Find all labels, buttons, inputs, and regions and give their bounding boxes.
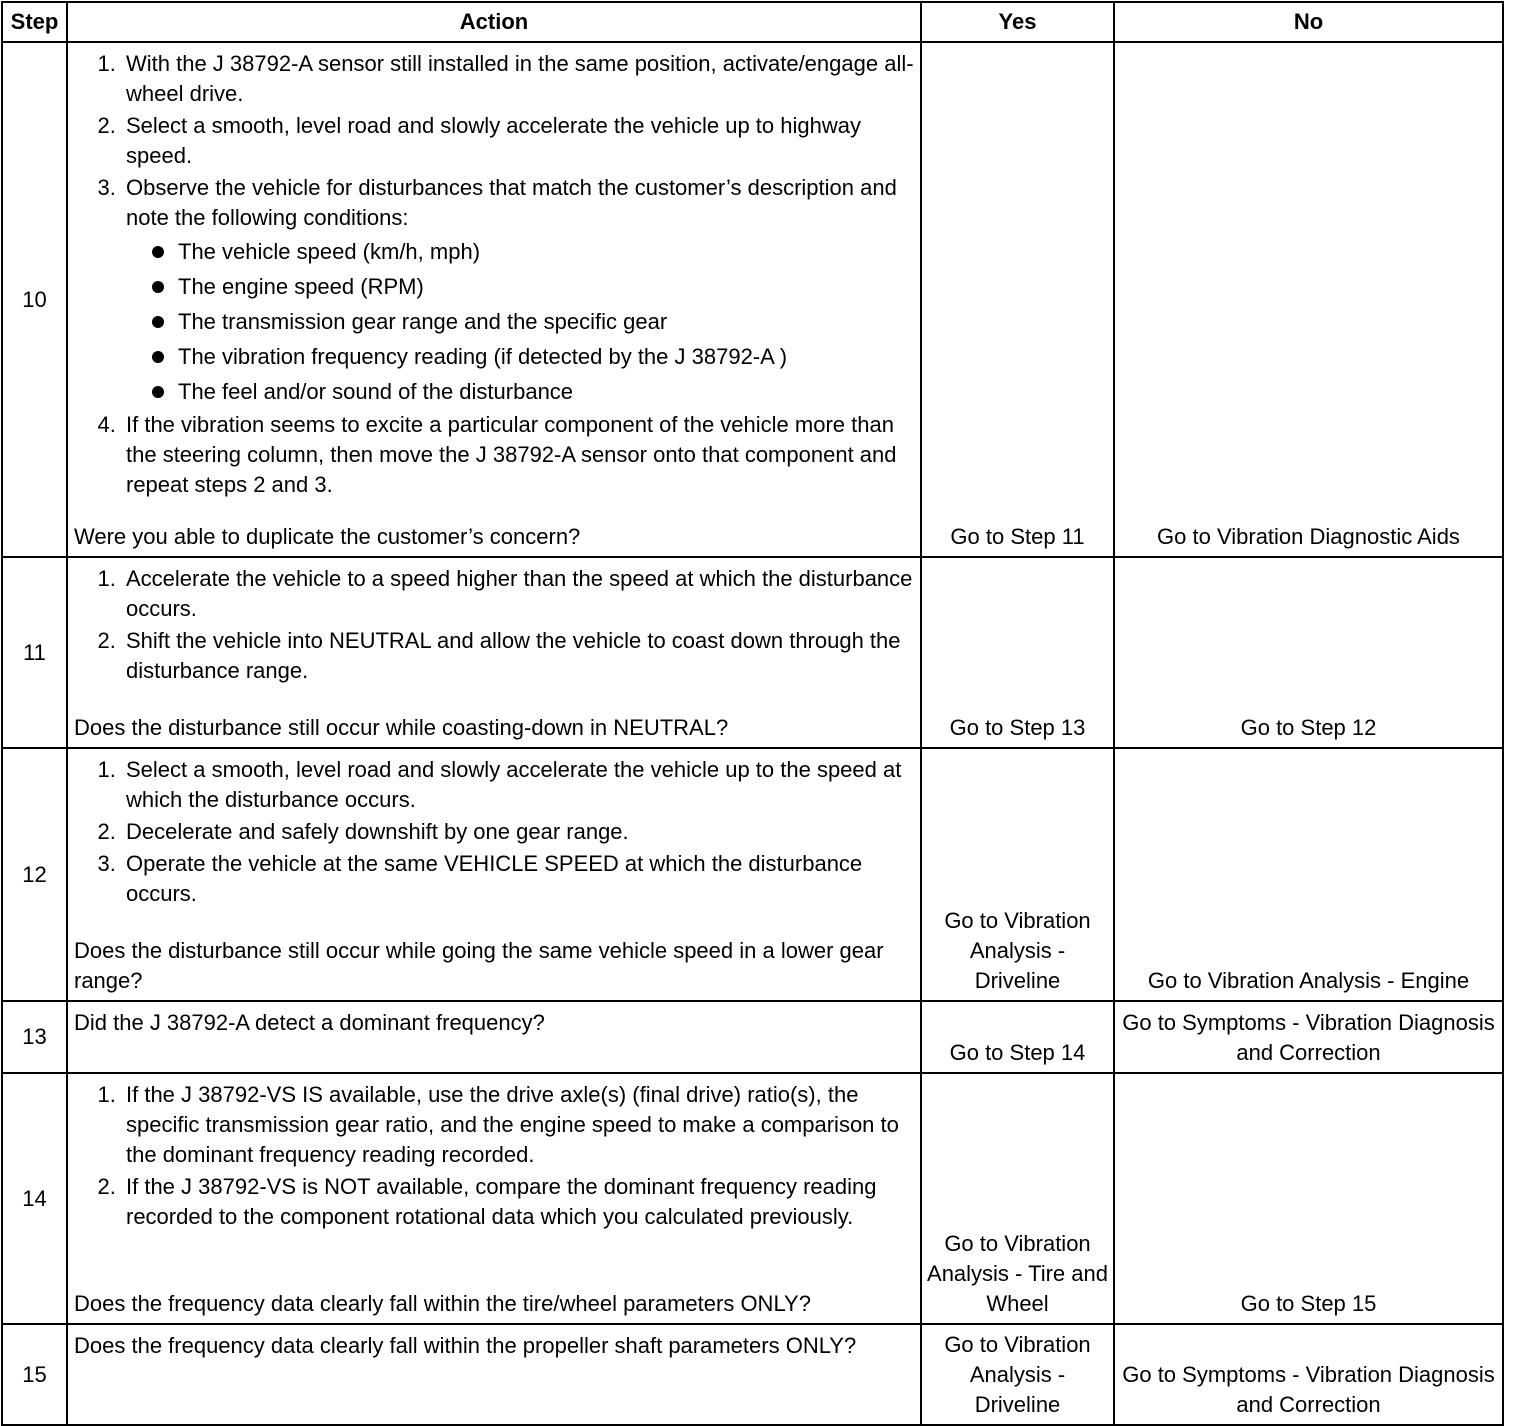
step-item [122, 1172, 916, 1232]
question: Does the disturbance still occur while going the same vehicle speed in a lower gear range? [74, 938, 884, 993]
yes-result: Go to Vibration Analysis - Tire and Wheel [921, 1073, 1114, 1324]
step-number: 11 [2, 557, 67, 748]
condition-item: The engine speed (RPM) [152, 270, 916, 303]
table-row [2, 1073, 1503, 1324]
step-item [122, 817, 916, 847]
step-list [74, 564, 916, 688]
no-result: Go to Step 12 [1114, 557, 1503, 748]
step-item [122, 173, 916, 408]
condition-item: The transmission gear range and the specific gear [152, 305, 916, 338]
table-row [2, 557, 1503, 748]
step-text: Decelerate and safely downshift by one gear range. [126, 819, 629, 844]
step-text: Shift the vehicle into NEUTRAL and allow the vehicle to coast down through the disturbance range. [126, 628, 901, 683]
no-result: Go to Vibration Diagnostic Aids [1114, 42, 1503, 557]
condition-item: The vehicle speed (km/h, mph) [152, 235, 916, 268]
step-list [74, 49, 916, 502]
step-text: Operate the vehicle at the same VEHICLE SPEED at which the disturbance occurs. [126, 851, 863, 906]
yes-result: Go to Step 11 [921, 42, 1114, 557]
step-item [122, 111, 916, 171]
table-row [2, 748, 1503, 1001]
step-item [122, 849, 916, 909]
question: Does the frequency data clearly fall within the tire/wheel parameters ONLY? [74, 1291, 811, 1316]
step-item [122, 564, 916, 624]
step-number: 12 [2, 748, 67, 1001]
step-text: If the J 38792-VS IS available, use the drive axle(s) (final drive) ratio(s), the specific transmission gear ratio, and the engine speed to make a comparison to the dominant frequency reading recorded. [126, 1082, 899, 1167]
step-number: 13 [2, 1001, 67, 1073]
header-yes: Yes [921, 2, 1114, 42]
action-cell [67, 1001, 921, 1073]
yes-result: Go to Vibration Analysis - Driveline [921, 1324, 1114, 1425]
action-cell [67, 1324, 921, 1425]
condition-item: The feel and/or sound of the disturbance [152, 375, 916, 408]
step-text: Select a smooth, level road and slowly accelerate the vehicle up to highway speed. [126, 113, 861, 168]
step-item [122, 755, 916, 815]
question: Were you able to duplicate the customer’s concern? [74, 524, 581, 549]
no-result: Go to Vibration Analysis - Engine [1114, 748, 1503, 1001]
step-text: Select a smooth, level road and slowly accelerate the vehicle up to the speed at which the disturbance occurs. [126, 757, 902, 812]
no-result: Go to Symptoms - Vibration Diagnosis and Correction [1114, 1001, 1503, 1073]
step-text: Accelerate the vehicle to a speed higher than the speed at which the disturbance occurs. [126, 566, 913, 621]
question: Does the frequency data clearly fall within the propeller shaft parameters ONLY? [74, 1333, 857, 1358]
action-cell [67, 42, 921, 557]
no-result: Go to Symptoms - Vibration Diagnosis and Correction [1114, 1324, 1503, 1425]
action-cell [67, 557, 921, 748]
step-list [74, 1080, 916, 1234]
step-text: Observe the vehicle for disturbances that match the customer’s description and note the following conditions: [126, 175, 897, 230]
header-row [2, 2, 1503, 42]
table-row [2, 1001, 1503, 1073]
yes-result: Go to Vibration Analysis - Driveline [921, 748, 1114, 1001]
header-action: Action [67, 2, 921, 42]
step-number: 15 [2, 1324, 67, 1425]
step-item [122, 49, 916, 109]
question: Does the disturbance still occur while coasting-down in NEUTRAL? [74, 715, 729, 740]
yes-result: Go to Step 13 [921, 557, 1114, 748]
condition-item: The vibration frequency reading (if detected by the J 38792-A ) [152, 340, 916, 373]
action-cell [67, 1073, 921, 1324]
header-no: No [1114, 2, 1503, 42]
header-step: Step [2, 2, 67, 42]
table-row [2, 1324, 1503, 1425]
step-item [122, 1080, 916, 1170]
step-item [122, 410, 916, 500]
diagnostic-table [1, 1, 1504, 1426]
yes-result: Go to Step 14 [921, 1001, 1114, 1073]
step-item [122, 626, 916, 686]
step-number: 10 [2, 42, 67, 557]
no-result: Go to Step 15 [1114, 1073, 1503, 1324]
step-list [74, 755, 916, 911]
condition-list [126, 235, 916, 408]
question: Did the J 38792-A detect a dominant frequency? [74, 1010, 545, 1035]
action-cell [67, 748, 921, 1001]
step-text: If the J 38792-VS is NOT available, compare the dominant frequency reading recorded to the component rotational data which you calculated previously. [126, 1174, 877, 1229]
step-text: If the vibration seems to excite a particular component of the vehicle more than the steering column, then move the J 38792-A sensor onto that component and repeat steps 2 and 3. [126, 412, 897, 497]
step-text: With the J 38792-A sensor still installed in the same position, activate/engage all-wheel drive. [126, 51, 914, 106]
step-number: 14 [2, 1073, 67, 1324]
table-row [2, 42, 1503, 557]
